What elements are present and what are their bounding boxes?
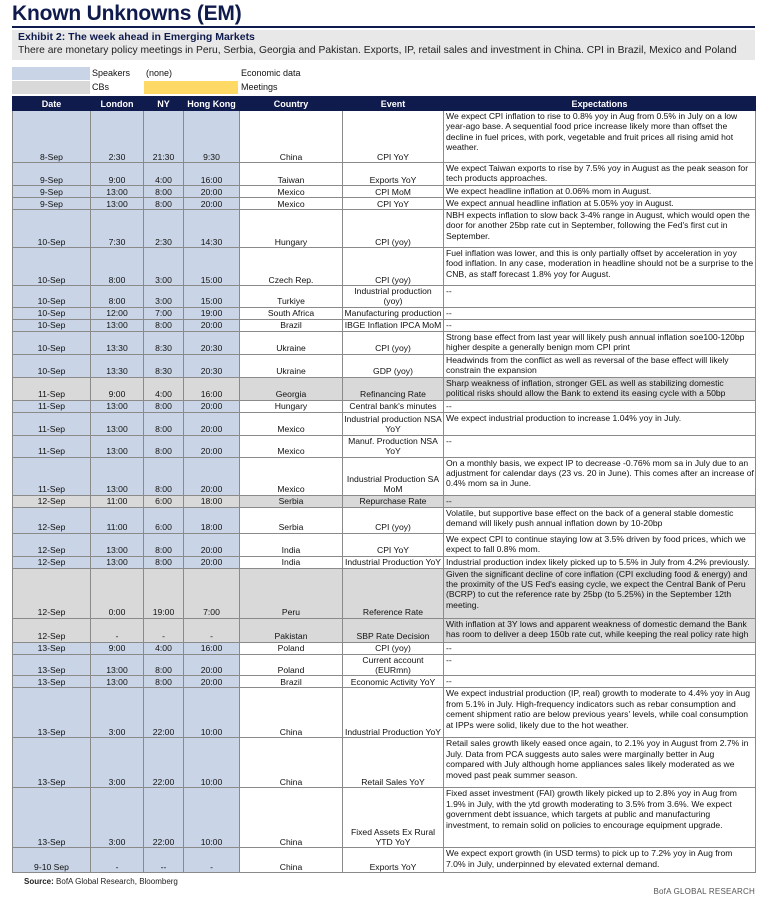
cell-date: 11-Sep xyxy=(13,400,91,412)
cell-event: CPI YoY xyxy=(343,111,444,163)
cell-ny: 3:00 xyxy=(144,248,184,286)
brand-footer: BofA GLOBAL RESEARCH xyxy=(653,887,755,896)
cell-event: CPI (yoy) xyxy=(343,210,444,248)
table-row xyxy=(13,435,756,457)
cell-event: Exports YoY xyxy=(343,163,444,186)
cell-event: Retail Sales YoY xyxy=(343,738,444,788)
cell-ny: 8:00 xyxy=(144,186,184,198)
cell-london: 11:00 xyxy=(91,495,144,507)
cell-event: Industrial Production YoY xyxy=(343,556,444,568)
exhibit-subtitle: There are monetary policy meetings in Peru, Serbia, Georgia and Pakistan. Exports, IP, retail sales and investment in China. CPI in Brazil, Mexico and Poland xyxy=(18,45,737,56)
cell-country: Czech Rep. xyxy=(240,248,343,286)
cell-ny: 21:30 xyxy=(144,111,184,163)
cell-hk: 20:00 xyxy=(184,654,240,676)
cell-london: 13:00 xyxy=(91,654,144,676)
cell-country: Mexico xyxy=(240,412,343,435)
table-row xyxy=(13,654,756,676)
cell-country: India xyxy=(240,556,343,568)
cell-date: 12-Sep xyxy=(13,568,91,618)
cell-event: Exports YoY xyxy=(343,848,444,873)
cell-date: 11-Sep xyxy=(13,435,91,457)
cell-hk: 20:00 xyxy=(184,198,240,210)
cell-country: Brazil xyxy=(240,676,343,688)
cell-event: Industrial Production SA MoM xyxy=(343,457,444,495)
cell-hk: 20:00 xyxy=(184,319,240,331)
cell-hk: 16:00 xyxy=(184,163,240,186)
cell-exp: Industrial production index likely picked up to 5.5% in July from 4.2% previously. xyxy=(444,556,756,568)
cell-date: 13-Sep xyxy=(13,688,91,738)
cell-hk: 20:00 xyxy=(184,676,240,688)
cell-event: CPI MoM xyxy=(343,186,444,198)
table-row xyxy=(13,738,756,788)
cell-exp: -- xyxy=(444,400,756,412)
cell-date: 11-Sep xyxy=(13,377,91,400)
page-title: Known Unknowns (EM) xyxy=(12,2,242,25)
cell-country: Pakistan xyxy=(240,618,343,642)
cell-hk: 20:30 xyxy=(184,331,240,354)
table-row xyxy=(13,377,756,400)
legend-meetings-label: Meetings xyxy=(241,82,278,92)
cell-london: 3:00 xyxy=(91,788,144,848)
table-row xyxy=(13,248,756,286)
cell-event: Manuf. Production NSA YoY xyxy=(343,435,444,457)
cell-ny: 22:00 xyxy=(144,788,184,848)
cell-london: 12:00 xyxy=(91,307,144,319)
cell-event: CPI (yoy) xyxy=(343,248,444,286)
column-header-ny: NY xyxy=(144,97,184,111)
cell-country: Serbia xyxy=(240,495,343,507)
cell-event: Industrial Production YoY xyxy=(343,688,444,738)
cell-hk: 15:00 xyxy=(184,286,240,308)
cell-london: - xyxy=(91,848,144,873)
cell-exp: We expect industrial production (IP, real) growth to moderate to 4.4% yoy in Aug from 5.1% in July. High-frequency indicators such as rebar consumption and cement shipment ratio are below previous years' levels, while coal consumption at IPPs were solid, likely due to the hot weather. xyxy=(444,688,756,738)
legend-econ-label: Economic data xyxy=(241,68,301,78)
table-row xyxy=(13,412,756,435)
cell-country: Taiwan xyxy=(240,163,343,186)
cell-event: Manufacturing production xyxy=(343,307,444,319)
cell-date: 12-Sep xyxy=(13,556,91,568)
source-label: Source: xyxy=(24,877,54,886)
cell-date: 9-Sep xyxy=(13,198,91,210)
cell-hk: 10:00 xyxy=(184,788,240,848)
cell-date: 12-Sep xyxy=(13,533,91,556)
table-row xyxy=(13,848,756,873)
cell-london: - xyxy=(91,618,144,642)
cell-event: Current account (EURmn) xyxy=(343,654,444,676)
cell-exp: We expect annual headline inflation at 5.05% yoy in August. xyxy=(444,198,756,210)
cell-country: China xyxy=(240,788,343,848)
cell-ny: 8:00 xyxy=(144,435,184,457)
table-row xyxy=(13,568,756,618)
cell-london: 13:00 xyxy=(91,412,144,435)
cell-event: CPI YoY xyxy=(343,198,444,210)
cell-london: 3:00 xyxy=(91,738,144,788)
cell-event: IBGE Inflation IPCA MoM xyxy=(343,319,444,331)
cell-event: Central bank's minutes xyxy=(343,400,444,412)
cell-event: CPI YoY xyxy=(343,533,444,556)
cell-event: Industrial production NSA YoY xyxy=(344,414,442,435)
cell-exp: Fuel inflation was lower, and this is only partially offset by acceleration in yoy food inflation. In any case, moderation in headline should not be a surprise to the CNB, as staff forecast 1.8% yoy for August. xyxy=(444,248,756,286)
cell-country: Serbia xyxy=(240,507,343,533)
cell-exp: -- xyxy=(444,319,756,331)
cell-exp: Headwinds from the conflict as well as reversal of the base effect will likely constrain the expansion xyxy=(444,354,756,377)
legend-none-swatch xyxy=(144,81,238,94)
cell-ny: 19:00 xyxy=(144,568,184,618)
column-header-london: London xyxy=(91,97,144,111)
cell-ny: 8:00 xyxy=(144,198,184,210)
cell-london: 13:00 xyxy=(91,198,144,210)
cell-country: Mexico xyxy=(240,457,343,495)
column-header-country: Country xyxy=(240,97,343,111)
cell-hk: 20:00 xyxy=(184,457,240,495)
cell-country: India xyxy=(240,533,343,556)
cell-country: Hungary xyxy=(240,210,343,248)
cell-london: 9:00 xyxy=(91,642,144,654)
cell-date: 10-Sep xyxy=(13,307,91,319)
cell-london: 13:00 xyxy=(91,435,144,457)
cell-london: 13:00 xyxy=(91,400,144,412)
cell-date: 12-Sep xyxy=(13,507,91,533)
cell-london: 7:30 xyxy=(91,210,144,248)
table-row xyxy=(13,618,756,642)
cell-exp: -- xyxy=(444,654,756,676)
cell-date: 9-Sep xyxy=(13,186,91,198)
cell-hk: 14:30 xyxy=(184,210,240,248)
column-header-expectations: Expectations xyxy=(444,97,756,111)
cell-event: Reference Rate xyxy=(343,568,444,618)
cell-ny: 7:00 xyxy=(144,307,184,319)
cell-country: Hungary xyxy=(240,400,343,412)
cell-country: Mexico xyxy=(240,198,343,210)
table-row xyxy=(13,533,756,556)
cell-exp: Volatile, but supportive base effect on the back of a general stable domestic demand will likely push annual inflation down by 10-20bp xyxy=(444,507,756,533)
cell-exp: Sharp weakness of inflation, stronger GEL as well as stabilizing domestic political risks should allow the Bank to extend its easing cycle with a 50bp xyxy=(444,377,756,400)
cell-event: CPI (yoy) xyxy=(343,642,444,654)
source-text: BofA Global Research, Bloomberg xyxy=(56,877,178,886)
cell-hk: 9:30 xyxy=(184,111,240,163)
table-row xyxy=(13,198,756,210)
calendar-table xyxy=(12,96,756,873)
cell-hk: - xyxy=(184,848,240,873)
cell-ny: 8:30 xyxy=(144,354,184,377)
cell-ny: 8:00 xyxy=(144,319,184,331)
cell-ny: 6:00 xyxy=(144,495,184,507)
cell-country: China xyxy=(240,111,343,163)
cell-exp: -- xyxy=(444,307,756,319)
cell-exp: -- xyxy=(444,435,756,457)
cell-country: Ukraine xyxy=(240,354,343,377)
cell-ny: 8:00 xyxy=(144,654,184,676)
cell-london: 13:00 xyxy=(91,457,144,495)
cell-event: Repurchase Rate xyxy=(343,495,444,507)
table-header-row xyxy=(13,97,756,111)
cell-exp: Retail sales growth likely eased once again, to 2.1% yoy in August from 2.7% in July. Data from PCA suggests auto sales were marginally better in Aug compared with July although home appliances sales likely moderated as we moved past peak summer season. xyxy=(444,738,756,788)
legend-speakers-label: Speakers xyxy=(92,68,131,78)
exhibit-title: Exhibit 2: The week ahead in Emerging Markets xyxy=(18,31,255,43)
cell-exp: We expect export growth (in USD terms) to pick up to 7.2% yoy in Aug from 7.0% in July, underpinned by elevated external demand. xyxy=(444,848,756,873)
table-row xyxy=(13,642,756,654)
cell-london: 13:30 xyxy=(91,331,144,354)
cell-exp: We expect CPI to continue staying low at 3.5% driven by food prices, which we expect to fall 0.8% mom. xyxy=(444,533,756,556)
table-row xyxy=(13,688,756,738)
cell-date: 13-Sep xyxy=(13,788,91,848)
cell-date: 11-Sep xyxy=(13,412,91,435)
cell-date: 10-Sep xyxy=(13,248,91,286)
cell-exp: -- xyxy=(444,286,756,308)
cell-event: Refinancing Rate xyxy=(343,377,444,400)
cell-exp: NBH expects inflation to slow back 3-4% range in August, which would open the door for another 25bp rate cut in September, following the Fed's first cut in September. xyxy=(444,210,756,248)
cell-hk: 20:00 xyxy=(184,435,240,457)
cell-event: GDP (yoy) xyxy=(343,354,444,377)
exhibit-header xyxy=(12,30,755,60)
cell-date: 13-Sep xyxy=(13,738,91,788)
cell-country: Brazil xyxy=(240,319,343,331)
cell-london: 9:00 xyxy=(91,163,144,186)
cell-date: 10-Sep xyxy=(13,331,91,354)
cell-exp: On a monthly basis, we expect IP to decrease -0.76% mom sa in July due to an adjustment for calendar days (23 vs. 20 in June). This comes after an increase of 0.4% mom sa in June. xyxy=(444,457,756,495)
column-header-date: Date xyxy=(13,97,91,111)
table-row xyxy=(13,495,756,507)
cell-event: Economic Activity YoY xyxy=(343,676,444,688)
cell-hk: 20:00 xyxy=(184,400,240,412)
cell-ny: 4:00 xyxy=(144,163,184,186)
cell-country: South Africa xyxy=(240,307,343,319)
cell-ny: 4:00 xyxy=(144,377,184,400)
cell-event: SBP Rate Decision xyxy=(343,618,444,642)
table-row xyxy=(13,788,756,848)
cell-exp: Strong base effect from last year will likely push annual inflation soe100-120bp higher despite a generally benign mom CPI print xyxy=(444,331,756,354)
cell-country: China xyxy=(240,738,343,788)
legend-econ-swatch xyxy=(192,67,238,80)
cell-country: Georgia xyxy=(240,377,343,400)
table-row xyxy=(13,507,756,533)
cell-date: 12-Sep xyxy=(13,618,91,642)
cell-country: Ukraine xyxy=(240,331,343,354)
cell-ny: 22:00 xyxy=(144,688,184,738)
cell-event: Industrial production (yoy) xyxy=(343,286,444,308)
legend-cbs-swatch xyxy=(12,81,90,94)
cell-exp: Fixed asset investment (FAI) growth likely picked up to 2.8% yoy in Aug from 1.9% in July, with the ytd growth moderating to 3.5% from 3.6%. We expect government debt issuance, which targets at public and manufacturing investment, to remain solid on policies to encourage equipment upgrade. xyxy=(444,788,756,848)
cell-london: 13:00 xyxy=(91,319,144,331)
cell-country: Poland xyxy=(240,654,343,676)
legend-cbs-label: CBs xyxy=(92,82,110,92)
cell-hk: 20:00 xyxy=(184,186,240,198)
cell-date: 8-Sep xyxy=(13,111,91,163)
cell-london: 9:00 xyxy=(91,377,144,400)
cell-exp: We expect Taiwan exports to rise by 7.5% yoy in August as the peak season for tech products approaches. xyxy=(444,163,756,186)
cell-date: 9-10 Sep xyxy=(13,848,91,873)
cell-hk: 19:00 xyxy=(184,307,240,319)
cell-london: 13:30 xyxy=(91,354,144,377)
cell-date: 10-Sep xyxy=(13,319,91,331)
cell-hk: 20:00 xyxy=(184,556,240,568)
table-row xyxy=(13,354,756,377)
cell-date: 10-Sep xyxy=(13,286,91,308)
table-row xyxy=(13,186,756,198)
cell-london: 13:00 xyxy=(91,556,144,568)
cell-hk: 20:30 xyxy=(184,354,240,377)
cell-ny: 8:00 xyxy=(144,400,184,412)
table-row xyxy=(13,286,756,308)
cell-ny: 8:00 xyxy=(144,556,184,568)
cell-country: Mexico xyxy=(240,186,343,198)
legend-speakers-swatch xyxy=(12,67,90,80)
cell-exp: -- xyxy=(444,642,756,654)
cell-country: China xyxy=(240,688,343,738)
cell-london: 2:30 xyxy=(91,111,144,163)
cell-exp: With inflation at 3Y lows and apparent weakness of domestic demand the Bank has room to deliver a deep 150b rate cut, while keeping the real policy rate high xyxy=(444,618,756,642)
cell-date: 11-Sep xyxy=(13,457,91,495)
table-row xyxy=(13,676,756,688)
cell-ny: 8:00 xyxy=(144,457,184,495)
column-header-hong-kong: Hong Kong xyxy=(184,97,240,111)
cell-london: 3:00 xyxy=(91,688,144,738)
cell-london: 8:00 xyxy=(91,286,144,308)
cell-date: 10-Sep xyxy=(13,354,91,377)
table-body xyxy=(13,111,756,873)
cell-date: 9-Sep xyxy=(13,163,91,186)
cell-exp: -- xyxy=(444,676,756,688)
cell-ny: 8:00 xyxy=(144,533,184,556)
cell-date: 13-Sep xyxy=(13,654,91,676)
legend xyxy=(12,67,342,97)
cell-event: CPI (yoy) xyxy=(343,331,444,354)
title-rule xyxy=(12,26,755,28)
cell-ny: 4:00 xyxy=(144,642,184,654)
cell-hk: 15:00 xyxy=(184,248,240,286)
table-row xyxy=(13,556,756,568)
cell-hk: 20:00 xyxy=(184,533,240,556)
cell-ny: 2:30 xyxy=(144,210,184,248)
cell-date: 13-Sep xyxy=(13,676,91,688)
table-row xyxy=(13,457,756,495)
cell-london: 8:00 xyxy=(91,248,144,286)
cell-ny: 8:00 xyxy=(144,412,184,435)
table-row xyxy=(13,319,756,331)
table-row xyxy=(13,307,756,319)
table-row xyxy=(13,210,756,248)
cell-hk: 10:00 xyxy=(184,688,240,738)
legend-none-label: (none) xyxy=(146,68,173,78)
cell-london: 13:00 xyxy=(91,676,144,688)
cell-country: Peru xyxy=(240,568,343,618)
cell-hk: 10:00 xyxy=(184,738,240,788)
cell-hk: 16:00 xyxy=(184,642,240,654)
cell-country: Mexico xyxy=(240,435,343,457)
cell-hk: 18:00 xyxy=(184,495,240,507)
table-row xyxy=(13,400,756,412)
cell-event: CPI (yoy) xyxy=(343,507,444,533)
cell-date: 13-Sep xyxy=(13,642,91,654)
cell-london: 11:00 xyxy=(91,507,144,533)
cell-hk: 20:00 xyxy=(184,412,240,435)
cell-exp: We expect headline inflation at 0.06% mom in August. xyxy=(444,186,756,198)
cell-date: 10-Sep xyxy=(13,210,91,248)
table-row xyxy=(13,163,756,186)
cell-ny: 6:00 xyxy=(144,507,184,533)
cell-hk: 7:00 xyxy=(184,568,240,618)
cell-country: Turkiye xyxy=(240,286,343,308)
cell-ny: 8:30 xyxy=(144,331,184,354)
table-row xyxy=(13,111,756,163)
cell-country: China xyxy=(240,848,343,873)
cell-exp: We expect industrial production to increase 1.04% yoy in July. xyxy=(444,412,756,435)
cell-london: 13:00 xyxy=(91,186,144,198)
cell-date: 12-Sep xyxy=(13,495,91,507)
cell-london: 0:00 xyxy=(91,568,144,618)
cell-hk: - xyxy=(184,618,240,642)
cell-ny: 8:00 xyxy=(144,676,184,688)
cell-exp: We expect CPI inflation to rise to 0.8% yoy in Aug from 0.5% in July on a low year-ago base. A sequential food price increase likely more than offset the decline in fuel prices, with pork, vegetable and fruit prices all rising amid hot weather. xyxy=(444,111,756,163)
cell-ny: 22:00 xyxy=(144,738,184,788)
cell-exp: -- xyxy=(444,495,756,507)
cell-ny: 3:00 xyxy=(144,286,184,308)
source-note xyxy=(24,877,178,886)
cell-hk: 16:00 xyxy=(184,377,240,400)
table-row xyxy=(13,331,756,354)
cell-london: 13:00 xyxy=(91,533,144,556)
cell-hk: 18:00 xyxy=(184,507,240,533)
cell-country: Poland xyxy=(240,642,343,654)
column-header-event: Event xyxy=(343,97,444,111)
cell-exp: Given the significant decline of core inflation (CPI excluding food & energy) and the proximity of the US Fed's easing cycle, we expect the Central Bank of Peru (BCRP) to cut the reference rate by 25bp (to 5.25%) in the September 12th meeting. xyxy=(444,568,756,618)
cell-event: Fixed Assets Ex Rural YTD YoY xyxy=(343,788,444,848)
cell-ny: - xyxy=(144,618,184,642)
cell-ny: -- xyxy=(144,848,184,873)
